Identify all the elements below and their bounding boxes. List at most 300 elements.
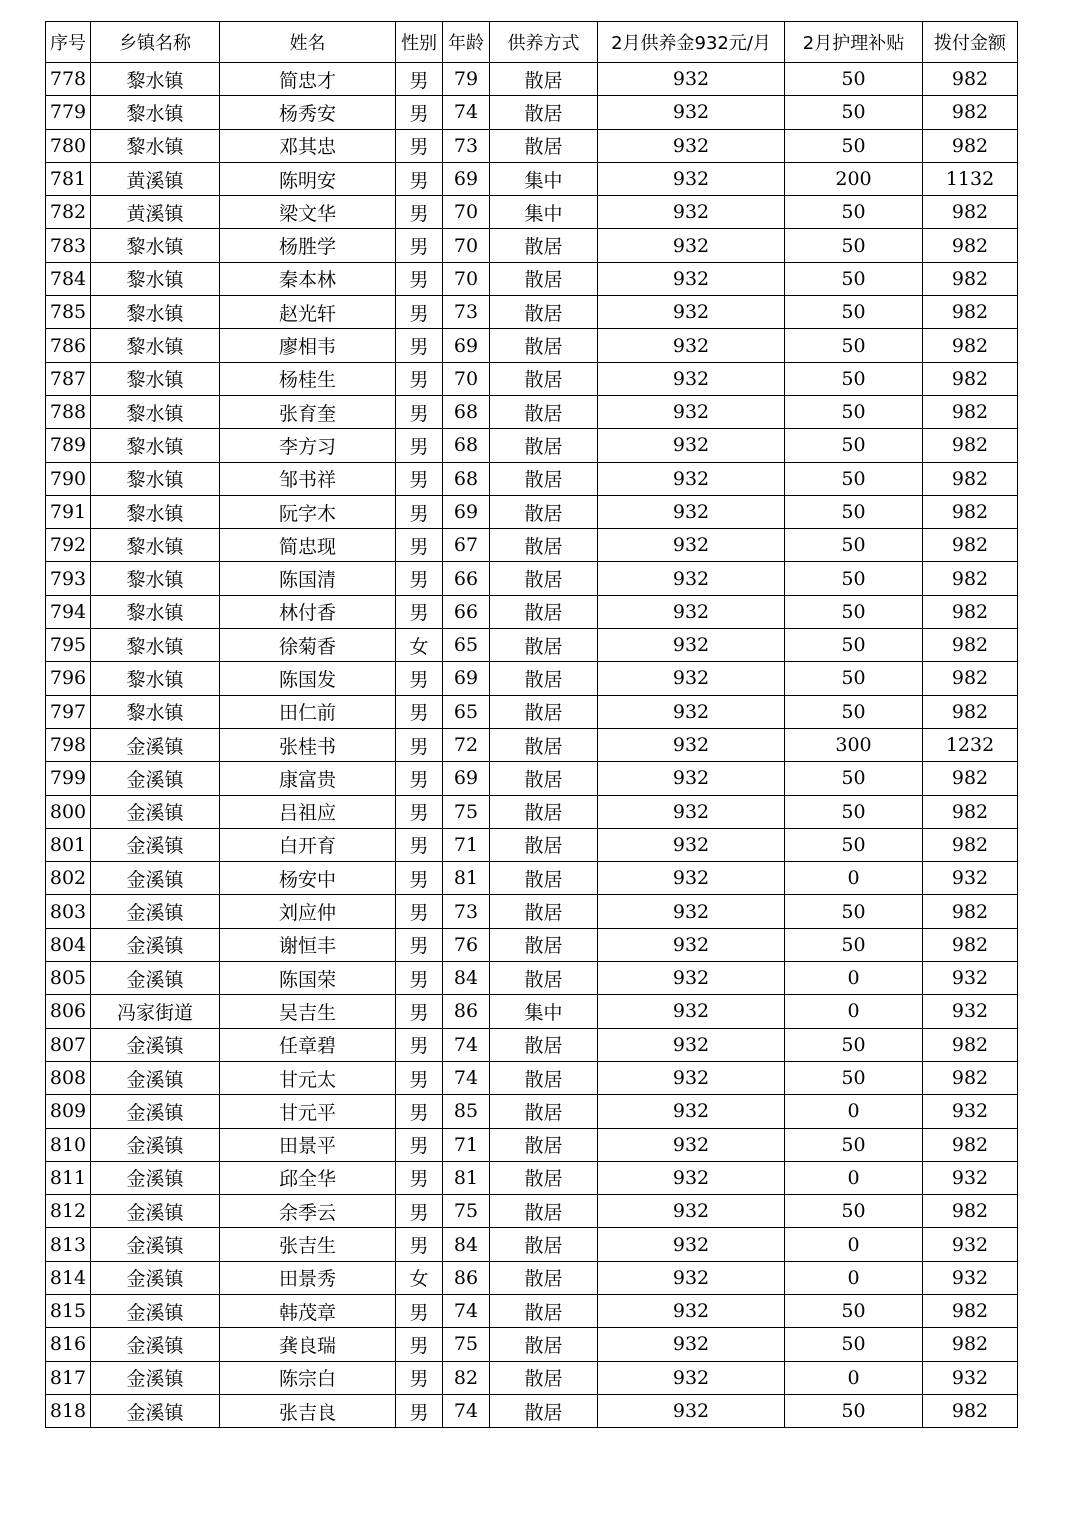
payment-amount-cell: 982: [923, 362, 1018, 395]
payment-amount-cell: 982: [923, 495, 1018, 528]
age-cell: 70: [443, 229, 490, 262]
support-fund-cell: 932: [598, 1028, 785, 1061]
payment-amount-cell: 982: [923, 296, 1018, 329]
name-cell: 杨胜学: [220, 229, 396, 262]
table-row: [46, 1195, 1018, 1228]
care-subsidy-cell: 50: [785, 229, 923, 262]
gender-cell: 男: [396, 695, 443, 728]
support-fund-cell: 932: [598, 96, 785, 129]
payment-amount-cell: 982: [923, 429, 1018, 462]
name-cell: 康富贵: [220, 762, 396, 795]
serial-cell: 816: [46, 1328, 91, 1361]
age-cell: 65: [443, 695, 490, 728]
name-cell: 阮字木: [220, 495, 396, 528]
payment-amount-cell: 982: [923, 1061, 1018, 1094]
serial-cell: 792: [46, 529, 91, 562]
township-cell: 金溪镇: [91, 962, 220, 995]
payment-amount-cell: 982: [923, 895, 1018, 928]
table-row: [46, 728, 1018, 761]
age-cell: 74: [443, 1028, 490, 1061]
age-cell: 86: [443, 995, 490, 1028]
support-fund-cell: 932: [598, 162, 785, 195]
table-row: [46, 895, 1018, 928]
support-fund-cell: 932: [598, 995, 785, 1028]
support-mode-cell: 散居: [490, 395, 598, 428]
serial-cell: 803: [46, 895, 91, 928]
support-mode-cell: 散居: [490, 895, 598, 928]
table-row: [46, 296, 1018, 329]
care-subsidy-cell: 50: [785, 629, 923, 662]
name-cell: 赵光轩: [220, 296, 396, 329]
table-row: [46, 1394, 1018, 1427]
table-row: [46, 862, 1018, 895]
table-row: [46, 329, 1018, 362]
support-fund-cell: 932: [598, 629, 785, 662]
township-cell: 金溪镇: [91, 1328, 220, 1361]
age-cell: 69: [443, 762, 490, 795]
table-row: [46, 1061, 1018, 1094]
support-mode-cell: 集中: [490, 196, 598, 229]
support-mode-cell: 散居: [490, 362, 598, 395]
gender-cell: 男: [396, 762, 443, 795]
township-cell: 黎水镇: [91, 462, 220, 495]
township-cell: 金溪镇: [91, 1261, 220, 1294]
age-cell: 67: [443, 529, 490, 562]
age-cell: 81: [443, 1161, 490, 1194]
gender-cell: 男: [396, 296, 443, 329]
name-cell: 陈明安: [220, 162, 396, 195]
care-subsidy-cell: 0: [785, 962, 923, 995]
care-subsidy-cell: 50: [785, 1028, 923, 1061]
payment-amount-cell: 932: [923, 1161, 1018, 1194]
support-mode-cell: 散居: [490, 862, 598, 895]
gender-cell: 女: [396, 1261, 443, 1294]
support-fund-cell: 932: [598, 1361, 785, 1394]
table-row: [46, 162, 1018, 195]
care-subsidy-cell: 50: [785, 429, 923, 462]
support-mode-cell: 散居: [490, 1294, 598, 1327]
support-mode-cell: 散居: [490, 495, 598, 528]
serial-cell: 790: [46, 462, 91, 495]
township-cell: 金溪镇: [91, 1361, 220, 1394]
gender-cell: 男: [396, 1294, 443, 1327]
care-subsidy-cell: 50: [785, 828, 923, 861]
gender-cell: 男: [396, 995, 443, 1028]
care-subsidy-cell: 50: [785, 63, 923, 96]
care-subsidy-cell: 50: [785, 1195, 923, 1228]
payment-amount-cell: 982: [923, 562, 1018, 595]
support-fund-cell: 932: [598, 762, 785, 795]
table-row: [46, 695, 1018, 728]
support-mode-cell: 散居: [490, 462, 598, 495]
name-cell: 徐菊香: [220, 629, 396, 662]
gender-cell: 男: [396, 1161, 443, 1194]
name-cell: 简忠才: [220, 63, 396, 96]
name-cell: 刘应仲: [220, 895, 396, 928]
serial-cell: 811: [46, 1161, 91, 1194]
age-cell: 76: [443, 928, 490, 961]
age-cell: 70: [443, 262, 490, 295]
care-subsidy-cell: 50: [785, 762, 923, 795]
table-row: [46, 629, 1018, 662]
age-cell: 70: [443, 196, 490, 229]
payment-amount-cell: 982: [923, 262, 1018, 295]
age-cell: 69: [443, 162, 490, 195]
header-care-subsidy: 2月护理补贴: [785, 22, 923, 63]
table-row: [46, 362, 1018, 395]
care-subsidy-cell: 0: [785, 1095, 923, 1128]
support-fund-cell: 932: [598, 928, 785, 961]
name-cell: 陈国发: [220, 662, 396, 695]
name-cell: 张育奎: [220, 395, 396, 428]
support-mode-cell: 散居: [490, 1061, 598, 1094]
payment-amount-cell: 982: [923, 795, 1018, 828]
name-cell: 吕祖应: [220, 795, 396, 828]
support-mode-cell: 散居: [490, 262, 598, 295]
payment-amount-cell: 932: [923, 1228, 1018, 1261]
age-cell: 86: [443, 1261, 490, 1294]
care-subsidy-cell: 0: [785, 1261, 923, 1294]
header-name: 姓名: [220, 22, 396, 63]
support-mode-cell: 散居: [490, 1394, 598, 1427]
name-cell: 廖相韦: [220, 329, 396, 362]
payment-amount-cell: 982: [923, 1195, 1018, 1228]
age-cell: 81: [443, 862, 490, 895]
care-subsidy-cell: 50: [785, 196, 923, 229]
serial-cell: 794: [46, 595, 91, 628]
support-fund-cell: 932: [598, 695, 785, 728]
gender-cell: 男: [396, 962, 443, 995]
payment-amount-cell: 982: [923, 1394, 1018, 1427]
gender-cell: 男: [396, 595, 443, 628]
table-body: [46, 63, 1018, 1428]
gender-cell: 男: [396, 1228, 443, 1261]
gender-cell: 男: [396, 162, 443, 195]
serial-cell: 814: [46, 1261, 91, 1294]
support-fund-cell: 932: [598, 962, 785, 995]
serial-cell: 815: [46, 1294, 91, 1327]
payment-amount-cell: 982: [923, 1294, 1018, 1327]
gender-cell: 男: [396, 562, 443, 595]
serial-cell: 805: [46, 962, 91, 995]
support-mode-cell: 散居: [490, 662, 598, 695]
support-fund-cell: 932: [598, 562, 785, 595]
age-cell: 71: [443, 828, 490, 861]
township-cell: 黎水镇: [91, 63, 220, 96]
support-fund-cell: 932: [598, 296, 785, 329]
payment-amount-cell: 932: [923, 862, 1018, 895]
gender-cell: 男: [396, 529, 443, 562]
age-cell: 75: [443, 1328, 490, 1361]
table-row: [46, 1161, 1018, 1194]
payment-amount-cell: 982: [923, 462, 1018, 495]
payment-amount-cell: 932: [923, 1261, 1018, 1294]
age-cell: 73: [443, 895, 490, 928]
serial-cell: 783: [46, 229, 91, 262]
care-subsidy-cell: 50: [785, 262, 923, 295]
payment-amount-cell: 1232: [923, 728, 1018, 761]
care-subsidy-cell: 0: [785, 1361, 923, 1394]
care-subsidy-cell: 0: [785, 862, 923, 895]
payment-amount-cell: 932: [923, 1361, 1018, 1394]
table-row: [46, 595, 1018, 628]
support-mode-cell: 散居: [490, 1161, 598, 1194]
payment-amount-cell: 982: [923, 828, 1018, 861]
age-cell: 69: [443, 495, 490, 528]
name-cell: 邱全华: [220, 1161, 396, 1194]
care-subsidy-cell: 50: [785, 495, 923, 528]
serial-cell: 817: [46, 1361, 91, 1394]
care-subsidy-cell: 50: [785, 662, 923, 695]
support-fund-cell: 932: [598, 462, 785, 495]
payment-amount-cell: 982: [923, 229, 1018, 262]
name-cell: 张吉良: [220, 1394, 396, 1427]
gender-cell: 男: [396, 795, 443, 828]
care-subsidy-cell: 50: [785, 1294, 923, 1327]
table-row: [46, 1261, 1018, 1294]
name-cell: 杨安中: [220, 862, 396, 895]
payment-amount-cell: 982: [923, 762, 1018, 795]
serial-cell: 801: [46, 828, 91, 861]
serial-cell: 818: [46, 1394, 91, 1427]
gender-cell: 男: [396, 1028, 443, 1061]
name-cell: 杨秀安: [220, 96, 396, 129]
age-cell: 82: [443, 1361, 490, 1394]
age-cell: 71: [443, 1128, 490, 1161]
name-cell: 简忠现: [220, 529, 396, 562]
support-mode-cell: 散居: [490, 296, 598, 329]
township-cell: 金溪镇: [91, 1128, 220, 1161]
gender-cell: 男: [396, 196, 443, 229]
support-fund-cell: 932: [598, 196, 785, 229]
support-mode-cell: 集中: [490, 162, 598, 195]
support-mode-cell: 散居: [490, 828, 598, 861]
name-cell: 甘元平: [220, 1095, 396, 1128]
support-fund-cell: 932: [598, 862, 785, 895]
payment-amount-cell: 1132: [923, 162, 1018, 195]
name-cell: 李方习: [220, 429, 396, 462]
care-subsidy-cell: 50: [785, 129, 923, 162]
support-mode-cell: 散居: [490, 928, 598, 961]
care-subsidy-cell: 50: [785, 395, 923, 428]
table-row: [46, 928, 1018, 961]
support-mode-cell: 散居: [490, 1261, 598, 1294]
payment-amount-cell: 932: [923, 962, 1018, 995]
support-mode-cell: 散居: [490, 795, 598, 828]
gender-cell: 男: [396, 495, 443, 528]
gender-cell: 男: [396, 229, 443, 262]
support-mode-cell: 散居: [490, 762, 598, 795]
table-header: [46, 22, 1018, 63]
table-row: [46, 795, 1018, 828]
care-subsidy-cell: 0: [785, 995, 923, 1028]
support-mode-cell: 散居: [490, 1095, 598, 1128]
township-cell: 金溪镇: [91, 1228, 220, 1261]
support-fund-cell: 932: [598, 1328, 785, 1361]
care-subsidy-cell: 0: [785, 1161, 923, 1194]
support-fund-cell: 932: [598, 1095, 785, 1128]
care-subsidy-cell: 50: [785, 462, 923, 495]
support-fund-cell: 932: [598, 429, 785, 462]
age-cell: 75: [443, 795, 490, 828]
support-mode-cell: 散居: [490, 728, 598, 761]
serial-cell: 784: [46, 262, 91, 295]
support-mode-cell: 散居: [490, 629, 598, 662]
header-age: 年龄: [443, 22, 490, 63]
care-subsidy-cell: 0: [785, 1228, 923, 1261]
table-row: [46, 229, 1018, 262]
serial-cell: 787: [46, 362, 91, 395]
payment-amount-cell: 932: [923, 1095, 1018, 1128]
age-cell: 74: [443, 96, 490, 129]
township-cell: 黎水镇: [91, 262, 220, 295]
care-subsidy-cell: 50: [785, 695, 923, 728]
gender-cell: 男: [396, 728, 443, 761]
serial-cell: 785: [46, 296, 91, 329]
age-cell: 72: [443, 728, 490, 761]
serial-cell: 791: [46, 495, 91, 528]
payment-amount-cell: 982: [923, 1028, 1018, 1061]
gender-cell: 男: [396, 96, 443, 129]
serial-cell: 778: [46, 63, 91, 96]
name-cell: 龚良瑞: [220, 1328, 396, 1361]
table-row: [46, 462, 1018, 495]
serial-cell: 812: [46, 1195, 91, 1228]
gender-cell: 女: [396, 629, 443, 662]
table-row: [46, 1294, 1018, 1327]
support-mode-cell: 散居: [490, 229, 598, 262]
table-row: [46, 495, 1018, 528]
care-subsidy-cell: 50: [785, 1061, 923, 1094]
support-fund-cell: 932: [598, 595, 785, 628]
support-fund-cell: 932: [598, 495, 785, 528]
gender-cell: 男: [396, 1061, 443, 1094]
table-row: [46, 1328, 1018, 1361]
table-row: [46, 1228, 1018, 1261]
age-cell: 68: [443, 462, 490, 495]
support-fund-cell: 932: [598, 1161, 785, 1194]
payment-amount-cell: 982: [923, 595, 1018, 628]
township-cell: 金溪镇: [91, 1394, 220, 1427]
township-cell: 金溪镇: [91, 862, 220, 895]
care-subsidy-cell: 50: [785, 928, 923, 961]
support-fund-cell: 932: [598, 1261, 785, 1294]
age-cell: 66: [443, 595, 490, 628]
township-cell: 黎水镇: [91, 662, 220, 695]
support-mode-cell: 散居: [490, 1361, 598, 1394]
table-row: [46, 196, 1018, 229]
gender-cell: 男: [396, 1195, 443, 1228]
support-fund-cell: 932: [598, 229, 785, 262]
township-cell: 金溪镇: [91, 1161, 220, 1194]
township-cell: 金溪镇: [91, 1061, 220, 1094]
township-cell: 金溪镇: [91, 728, 220, 761]
payment-amount-cell: 982: [923, 395, 1018, 428]
support-fund-cell: 932: [598, 362, 785, 395]
serial-cell: 797: [46, 695, 91, 728]
table-row: [46, 962, 1018, 995]
township-cell: 金溪镇: [91, 1294, 220, 1327]
header-support-mode: 供养方式: [490, 22, 598, 63]
care-subsidy-cell: 50: [785, 562, 923, 595]
care-subsidy-cell: 50: [785, 895, 923, 928]
serial-cell: 781: [46, 162, 91, 195]
serial-cell: 804: [46, 928, 91, 961]
name-cell: 田景秀: [220, 1261, 396, 1294]
township-cell: 黎水镇: [91, 429, 220, 462]
age-cell: 74: [443, 1394, 490, 1427]
support-fund-cell: 932: [598, 529, 785, 562]
table-row: [46, 1028, 1018, 1061]
support-mode-cell: 散居: [490, 529, 598, 562]
care-subsidy-cell: 50: [785, 362, 923, 395]
table-row: [46, 529, 1018, 562]
support-fund-cell: 932: [598, 129, 785, 162]
allowance-table: [45, 21, 1018, 1428]
name-cell: 田景平: [220, 1128, 396, 1161]
care-subsidy-cell: 50: [785, 1394, 923, 1427]
header-township: 乡镇名称: [91, 22, 220, 63]
age-cell: 84: [443, 1228, 490, 1261]
name-cell: 韩茂章: [220, 1294, 396, 1327]
name-cell: 谢恒丰: [220, 928, 396, 961]
serial-cell: 813: [46, 1228, 91, 1261]
care-subsidy-cell: 50: [785, 1328, 923, 1361]
table-row: [46, 395, 1018, 428]
payment-amount-cell: 982: [923, 529, 1018, 562]
support-fund-cell: 932: [598, 1294, 785, 1327]
table-row: [46, 762, 1018, 795]
serial-cell: 788: [46, 395, 91, 428]
care-subsidy-cell: 50: [785, 595, 923, 628]
name-cell: 吴吉生: [220, 995, 396, 1028]
township-cell: 黎水镇: [91, 296, 220, 329]
support-mode-cell: 散居: [490, 1128, 598, 1161]
table-row: [46, 96, 1018, 129]
serial-cell: 795: [46, 629, 91, 662]
header-gender: 性别: [396, 22, 443, 63]
table-row: [46, 129, 1018, 162]
name-cell: 邓其忠: [220, 129, 396, 162]
support-fund-cell: 932: [598, 395, 785, 428]
payment-amount-cell: 982: [923, 1128, 1018, 1161]
name-cell: 梁文华: [220, 196, 396, 229]
payment-amount-cell: 982: [923, 196, 1018, 229]
name-cell: 陈国清: [220, 562, 396, 595]
gender-cell: 男: [396, 1128, 443, 1161]
name-cell: 任章碧: [220, 1028, 396, 1061]
table-row: [46, 1128, 1018, 1161]
support-mode-cell: 散居: [490, 63, 598, 96]
name-cell: 田仁前: [220, 695, 396, 728]
support-fund-cell: 932: [598, 1394, 785, 1427]
payment-amount-cell: 982: [923, 695, 1018, 728]
township-cell: 黎水镇: [91, 395, 220, 428]
support-mode-cell: 散居: [490, 1195, 598, 1228]
support-mode-cell: 散居: [490, 1328, 598, 1361]
name-cell: 陈国荣: [220, 962, 396, 995]
support-mode-cell: 散居: [490, 1028, 598, 1061]
support-fund-cell: 932: [598, 728, 785, 761]
support-fund-cell: 932: [598, 329, 785, 362]
support-fund-cell: 932: [598, 63, 785, 96]
payment-amount-cell: 982: [923, 329, 1018, 362]
serial-cell: 780: [46, 129, 91, 162]
township-cell: 金溪镇: [91, 928, 220, 961]
age-cell: 65: [443, 629, 490, 662]
gender-cell: 男: [396, 1361, 443, 1394]
payment-amount-cell: 932: [923, 995, 1018, 1028]
